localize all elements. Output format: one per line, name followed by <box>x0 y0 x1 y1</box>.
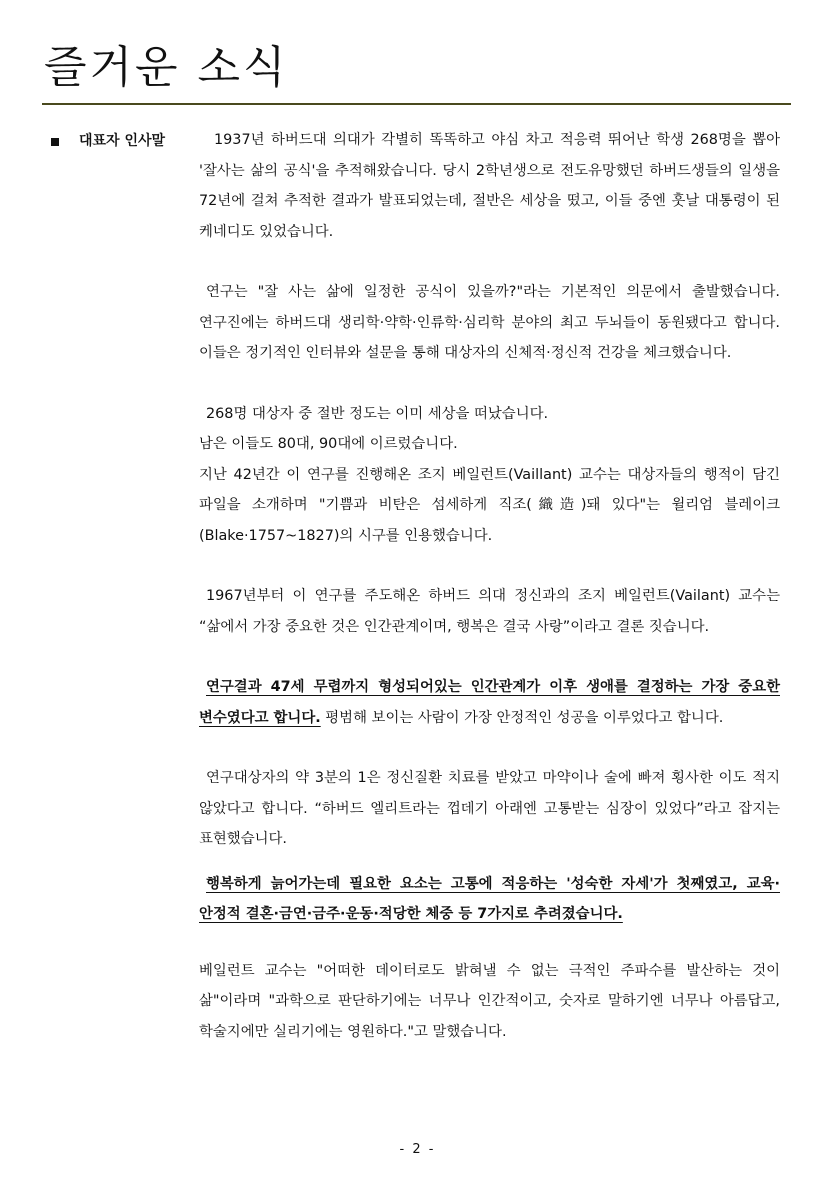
paragraph-8: 베일런트 교수는 "어떠한 데이터로도 밝혀낼 수 없는 극적인 주파수를 발산하는 것이 삶"이라며 "과학으로 판단하기에는 너무나 인간적이고, 숫자로 말하기엔 너무나 아름답고, 학술지에만 실리기에는 영원하다."고 말했습니다. <box>199 962 780 1040</box>
paragraph-1 <box>199 125 780 247</box>
paragraph-3-line-1: 268명 대상자 중 절반 정도는 이미 세상을 떠났습니다. <box>206 405 549 422</box>
paragraph-gap <box>199 733 780 763</box>
article-body <box>199 125 780 1047</box>
paragraph-gap <box>199 642 780 672</box>
paragraph-2: 연구는 "잘 사는 삶에 일정한 공식이 있을까?"라는 기본적인 의문에서 출발했습니다. 연구진에는 하버드대 생리학·약학·인류학·심리학 분야의 최고 두뇌들이 동원됐다고 합니다. 이들은 정기적인 인터뷰와 설문을 통해 대상자의 신체적·정신적 건강을 체크했습니다. <box>199 284 780 361</box>
paragraph-gap <box>199 247 780 277</box>
paragraph-6: 연구대상자의 약 3분의 1은 정신질환 치료를 받았고 마약이나 술에 빠져 횡사한 이도 적지 않았다고 합니다. “하버드 엘리트라는 껍데기 아래엔 고통받는 심장이 있었다”라고 잡지는 표현했습니다. <box>199 770 780 847</box>
page-title: 즐거운 소식 <box>44 42 289 93</box>
square-bullet-icon <box>51 138 59 146</box>
paragraph-7-highlight: 행복하게 늙어가는데 필요한 요소는 고통에 적응하는 '성숙한 자세'가 첫째였고, 교육·안정적 결혼·금연·금주·운동·적당한 체중 등 7가지로 추려졌습니다. <box>199 875 780 922</box>
paragraph-gap <box>199 369 780 399</box>
paragraph-1-text: 1937년 하버드대 의대가 각별히 똑똑하고 야심 차고 적응력 뛰어난 학생 268명을 뽑아 '잘사는 삶의 공식'을 추적해왔습니다. 당시 2학년생으로 전도유망했던 하버드생들의 일생을 72년에 걸쳐 추적한 결과가 발표되었는데, 절반은 세상을 떴고, 이들 중엔 훗날 대통령이 된 케네디도 있었습니다. <box>199 132 780 240</box>
paragraph-gap <box>199 551 780 581</box>
title-divider <box>42 103 791 105</box>
paragraph-gap <box>199 855 780 869</box>
paragraph-3-line-3: 지난 42년간 이 연구를 진행해온 조지 베일런트(Vaillant) 교수는 대상자들의 행적이 담긴 파일을 소개하며 "기쁨과 비탄은 섬세하게 직조(織造)돼 있다"는 윌리엄 블레이크(Blake·1757~1827)의 시구를 인용했습니다. <box>199 466 780 544</box>
paragraph-3-line-2: 남은 이들도 80대, 90대에 이르렀습니다. <box>199 436 458 452</box>
paragraph-7 <box>199 869 780 930</box>
paragraph-gap <box>199 930 780 956</box>
paragraph-5 <box>199 672 780 733</box>
paragraph-5-highlight: 연구결과 47세 무렵까지 형성되어있는 인간관계가 이후 생애를 결정하는 가장 중요한 변수였다고 합니다. <box>199 679 780 726</box>
page-number: - 2 - <box>399 1142 436 1157</box>
paragraph-4: 1967년부터 이 연구를 주도해온 하버드 의대 정신과의 조지 베일런트(Vailant) 교수는 “삶에서 가장 중요한 것은 인간관계이며, 행복은 결국 사랑”이라고 결론 짓습니다. <box>199 588 780 635</box>
section-label: 대표자 인사말 <box>79 133 166 149</box>
paragraph-5-text: 평범해 보이는 사람이 가장 안정적인 성공을 이루었다고 합니다. <box>320 709 724 726</box>
